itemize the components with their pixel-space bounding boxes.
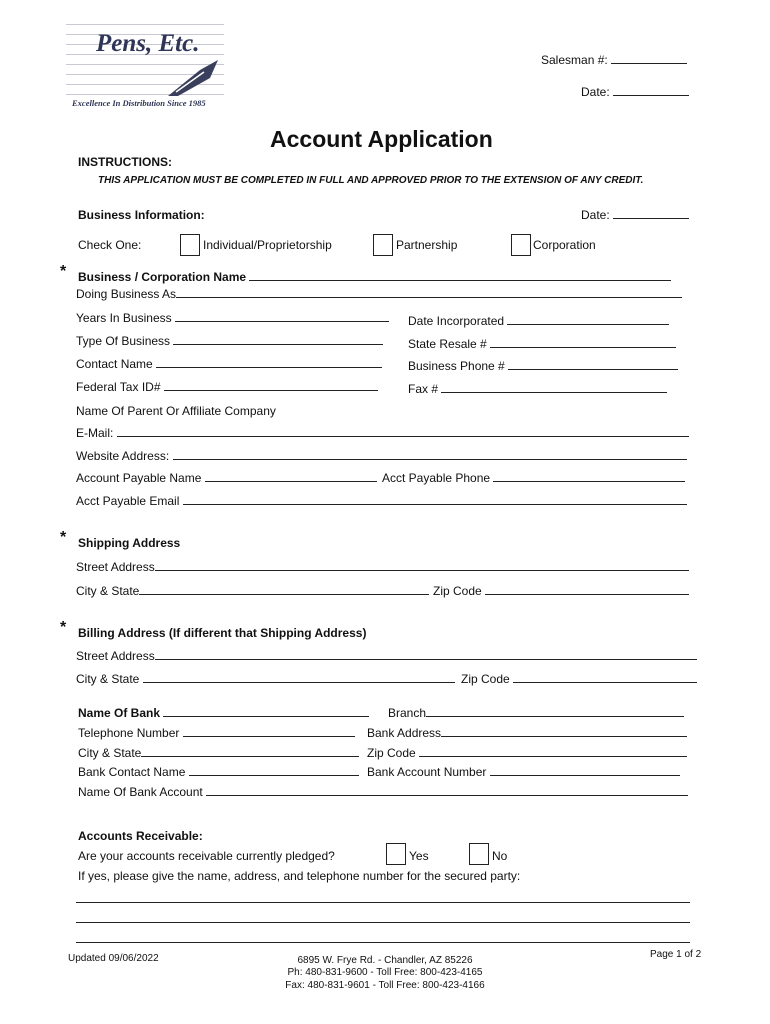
header-date-label: Date: (581, 85, 610, 99)
ap-email-field[interactable] (76, 494, 687, 508)
bank-name-label: Name Of Bank (78, 706, 161, 720)
footer-phone: Ph: 480-831-9600 - Toll Free: 800-423-4165 (287, 967, 483, 978)
contact-field[interactable] (76, 357, 382, 371)
shipping-city-label: City & State (76, 584, 140, 598)
logo-name: Pens, Etc. (96, 30, 200, 57)
type-field[interactable] (76, 334, 383, 348)
bank-phone-field[interactable] (78, 726, 355, 740)
corp-name-label: Business / Corporation Name (78, 270, 247, 284)
required-star: * (60, 619, 67, 636)
salesman-label: Salesman #: (541, 53, 608, 67)
pledged-yes-label: Yes (409, 849, 429, 863)
contact-label: Contact Name (76, 357, 153, 371)
required-star: * (60, 529, 67, 546)
bank-account-number-field[interactable] (367, 765, 680, 779)
partnership-option-label: Partnership (396, 238, 458, 252)
business-info-heading: Business Information: (78, 208, 205, 222)
bank-name-field[interactable] (78, 706, 369, 720)
footer-fax: Fax: 480-831-9601 - Toll Free: 800-423-4166 (285, 980, 485, 991)
date-incorporated-label: Date Incorporated (408, 314, 505, 328)
bank-account-name-label: Name Of Bank Account (78, 785, 203, 799)
ap-name-label: Account Payable Name (76, 471, 202, 485)
email-label: E-Mail: (76, 426, 114, 440)
bank-account-name-field[interactable] (78, 785, 688, 799)
footer-address: 6895 W. Frye Rd. - Chandler, AZ 85226 (297, 955, 473, 966)
business-phone-label: Business Phone # (408, 359, 505, 373)
state-resale-field[interactable] (408, 337, 676, 351)
bank-address-field[interactable] (367, 726, 687, 740)
business-date-field[interactable] (581, 208, 689, 222)
instructions-text: THIS APPLICATION MUST BE COMPLETED IN FULL AND APPROVED PRIOR TO THE EXTENSION OF ANY CREDIT. (98, 175, 644, 186)
partnership-checkbox[interactable] (373, 234, 393, 256)
billing-heading: Billing Address (If different that Shipping Address) (78, 626, 367, 640)
tax-id-label: Federal Tax ID# (76, 380, 161, 394)
tax-id-field[interactable] (76, 380, 378, 394)
company-logo (66, 24, 224, 110)
bank-address-label: Bank Address (367, 726, 442, 740)
website-field[interactable] (76, 449, 687, 463)
corp-name-field[interactable] (78, 270, 671, 284)
date-incorporated-field[interactable] (408, 314, 669, 328)
billing-street-field[interactable] (76, 649, 697, 663)
bank-zip-label: Zip Code (367, 746, 416, 760)
dba-field[interactable] (76, 287, 682, 301)
pledged-no-label: No (492, 849, 508, 863)
bank-branch-label: Branch (388, 706, 427, 720)
check-one-label: Check One: (78, 238, 142, 252)
secured-party-line-1[interactable] (76, 902, 690, 903)
shipping-heading: Shipping Address (78, 536, 181, 550)
bank-contact-field[interactable] (78, 765, 359, 779)
instructions-heading: INSTRUCTIONS: (78, 155, 172, 169)
bank-city-field[interactable] (78, 746, 359, 760)
bank-branch-field[interactable] (388, 706, 684, 720)
business-phone-field[interactable] (408, 359, 678, 373)
billing-city-label: City & State (76, 672, 140, 686)
state-resale-label: State Resale # (408, 337, 487, 351)
shipping-zip-label: Zip Code (433, 584, 482, 598)
dba-label: Doing Business As (76, 287, 177, 301)
shipping-street-field[interactable] (76, 560, 689, 574)
secured-party-line-3[interactable] (76, 942, 690, 943)
years-label: Years In Business (76, 311, 172, 325)
website-label: Website Address: (76, 449, 170, 463)
ap-name-field[interactable] (76, 471, 377, 485)
bank-city-label: City & State (78, 746, 142, 760)
required-star: * (60, 263, 67, 280)
business-date-label: Date: (581, 208, 610, 222)
corporation-option-label: Corporation (533, 238, 596, 252)
bank-account-number-label: Bank Account Number (367, 765, 487, 779)
billing-city-field[interactable] (76, 672, 455, 686)
receivable-question: Are your accounts receivable currently pledged? (78, 849, 335, 863)
billing-zip-field[interactable] (461, 672, 697, 686)
billing-street-label: Street Address (76, 649, 155, 663)
pen-nib-icon (166, 58, 222, 98)
individual-option-label: Individual/Proprietorship (203, 238, 332, 252)
parent-company-label: Name Of Parent Or Affiliate Company (76, 404, 276, 418)
bank-phone-label: Telephone Number (78, 726, 180, 740)
secured-party-instructions: If yes, please give the name, address, and telephone number for the secured party: (78, 869, 521, 883)
fax-field[interactable] (408, 382, 667, 396)
logo-tagline: Excellence In Distribution Since 1985 (72, 98, 206, 108)
ap-phone-field[interactable] (382, 471, 685, 485)
page-number: Page 1 of 2 (650, 949, 702, 960)
ap-phone-label: Acct Payable Phone (382, 471, 491, 485)
page-title: Account Application (270, 126, 493, 152)
pledged-no-checkbox[interactable] (469, 843, 489, 865)
email-field[interactable] (76, 426, 689, 440)
receivable-heading: Accounts Receivable: (78, 829, 203, 843)
fax-label: Fax # (408, 382, 439, 396)
type-label: Type Of Business (76, 334, 171, 348)
salesman-field[interactable] (541, 53, 687, 67)
years-field[interactable] (76, 311, 389, 325)
bank-zip-field[interactable] (367, 746, 687, 760)
shipping-street-label: Street Address (76, 560, 155, 574)
header-date-field[interactable] (581, 85, 689, 99)
updated-date: Updated 09/06/2022 (68, 953, 159, 964)
individual-checkbox[interactable] (180, 234, 200, 256)
ap-email-label: Acct Payable Email (76, 494, 180, 508)
billing-zip-label: Zip Code (461, 672, 510, 686)
corporation-checkbox[interactable] (511, 234, 531, 256)
shipping-zip-field[interactable] (433, 584, 689, 598)
bank-contact-label: Bank Contact Name (78, 765, 186, 779)
secured-party-line-2[interactable] (76, 922, 690, 923)
pledged-yes-checkbox[interactable] (386, 843, 406, 865)
shipping-city-field[interactable] (76, 584, 429, 598)
